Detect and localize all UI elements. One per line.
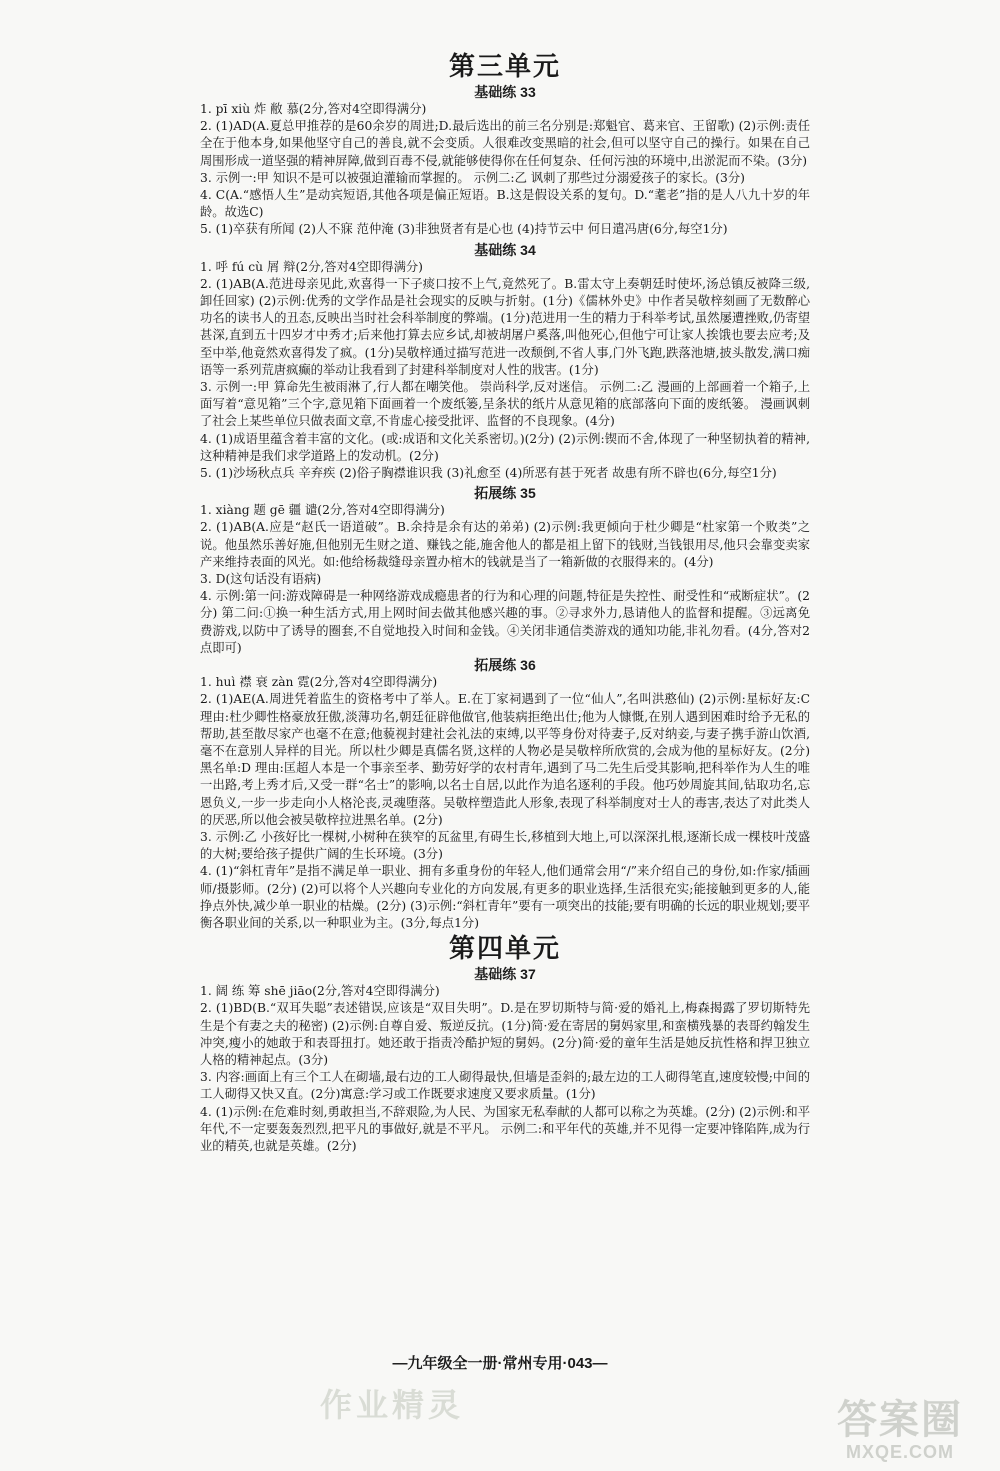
watermark-logo (815, 1398, 985, 1463)
answer-item: 2. (1)BD(B.“双耳失聪”表述错误,应该是“双目失明”。D.是在罗切斯特与简·爱的婚礼上,梅森揭露了罗切斯特先生是个有妻之夫的秘密) (2)示例:自尊自爱、叛逆反抗。(1分)简·爱在寄居的舅妈家里,和蛮横残暴的表哥约翰发生冲突,瘦小的她敢于和表哥扭打。她还敢于指责冷酷护短的舅妈。(2分)简·爱的童年生活是她反抗性格和捍卫独立人格的精神起点。(3分) (200, 1001, 810, 1067)
answer-item: 1. xiàng 题 gē 疆 谴(2分,答对4空即得满分) (200, 503, 445, 518)
answer-item: 1. 阔 练 筹 shē jiāo(2分,答对4空即得满分) (200, 984, 440, 999)
section-title: 拓展练 36 (474, 657, 536, 674)
answer-item: 1. huì 襟 衰 zàn 霓(2分,答对4空即得满分) (200, 675, 438, 690)
answer-item: 2. (1)AB(A.应是“赵氏一语道破”。B.余持是余有达的弟弟) (2)示例:我更倾向于杜少卿是“杜家第一个败类”之说。他虽然乐善好施,但他别无生财之道、赚钱之能,施舍他人的都是祖上留下的钱财,当钱银用尽,他只会靠变卖家产来维持表面的风光。如:他给杨裁缝母亲置办棺木的钱就是当了一箱新做的衣服得来的。(4分) (200, 520, 810, 569)
section-title: 拓展练 35 (474, 485, 536, 502)
answer-item: 4. (1)“斜杠青年”是指不满足单一职业、拥有多重身份的年轻人,他们通常会用“/”来介绍自己的身份,如:作家/插画师/摄影师。(2分) (2)可以将个人兴趣向专业化的方向发展,有更多的职业选择,生活很充实;能接触到更多的人,能挣点外快,减少单一职业的枯燥。(2分) (3)示例:“斜杠青年”要有一项突出的技能;要有明确的长远的职业规划;要平衡各职业间的关系,以一种职业为主。(3分,每点1分) (200, 864, 810, 930)
answer-item: 2. (1)AE(A.周进凭着监生的资格考中了举人。E.在丁家祠遇到了一位“仙人”,名叫洪憨仙) (2)示例:星标好友:C 理由:杜少卿性格豪放狂傲,淡薄功名,朝廷征辟他做官,他装病拒绝出仕;他为人慷慨,在别人遇到困难时给予无私的帮助,甚至散尽家产也毫不在意;他藐视封建社会礼法的束缚,以平等身份对待妻子,反对纳妾,与妻子携手游山饮酒,毫不在意别人异样的目光。所以杜少卿是真儒名贤,这样的人物必是吴敬梓所欣赏的,会成为他的星标好友。(2分) 黑名单:D 理由:匡超人本是一个事亲至孝、勤劳好学的农村青年,遇到了马二先生后受其影响,把科举作为人生的唯一出路,考上秀才后,又受一群“名士”的影响,以名士自居,以此作为追名逐利的手段。他巧妙周旋其间,钻取功名,忘恩负义,一步一步走向小人格沦丧,灵魂堕落。吴敬梓塑造此人形象,表现了科举制度对士人的毒害,表达了对此类人的厌恶,所以他会被吴敬梓拉进黑名单。(2分) (200, 692, 810, 827)
answer-item: 4. (1)成语里蕴含着丰富的文化。(或:成语和文化关系密切。)(2分) (2)示例:锲而不舍,体现了一种坚韧执着的精神,这种精神是我们求学道路上的发动机。(2分) (200, 431, 810, 463)
watermark-left: 作业精灵 (320, 1386, 465, 1424)
unit-title: 第三单元 (448, 52, 561, 82)
answer-item: 4. (1)示例:在危难时刻,勇敢担当,不辞艰险,为人民、为国家无私奉献的人都可以称之为英雄。(2分) (2)示例:和平年代,不一定要轰轰烈烈,把平凡的事做好,就是不平凡。 示例二:和平年代的英雄,并不见得一定要冲锋陷阵,成为行业的精英,也就是英雄。(2分) (200, 1104, 810, 1153)
watermark-logo-text: 答案圈 (837, 1398, 963, 1442)
answer-item: 3. 示例:乙 小孩好比一棵树,小树种在狭窄的瓦盆里,有碍生长,移植到大地上,可以深深扎根,逐渐长成一棵枝叶茂盛的大树;要给孩子提供广阔的生长环境。(3分) (200, 829, 810, 862)
answer-item: 3. 示例一:甲 算命先生被雨淋了,行人都在嘲笑他。 崇尚科学,反对迷信。 示例二:乙 漫画的上部画着一个箱子,上面写着“意见箱”三个字,意见箱下面画着一个废纸篓,呈条状的纸片从意见箱的底部落向下面的废纸篓。 漫画讽刺了社会上某些单位只做表面文章,不肯虚心接受批评、监督的不良现象。(4分) (200, 380, 810, 429)
answer-item: 3. 示例一:甲 知识不是可以被强迫灌输而掌握的。 示例二:乙 讽刺了那些过分溺爱孩子的家长。(3分) (200, 170, 745, 185)
answer-item: 2. (1)AB(A.范进母亲见此,欢喜得一下子痰口按不上气,竟然死了。B.雷太守上奏朝廷时使坏,汤总镇反被降三级,卸任回家) (2)示例:优秀的文学作品是社会现实的反映与折射。(1分)《儒林外史》中作者吴敬梓刻画了无数醉心功名的读书人的丑态,反映出当时社会科举制度的弊端。(1分)范进用一生的精力于科举考试,虽然屡遭挫败,仍寄望甚深,直到五十四岁才中秀才;后来他打算去应乡试,却被胡屠户奚落,叫他死心,但他宁可让家人挨饿也要去应考;及至中举,他竟然欢喜得发了疯。(1分)吴敬梓通过描写范进一改颓倒,不省人事,门外飞跑,跌落池塘,披头散发,满口痴语等一系列荒唐疯癫的举动让我看到了封建科举制度对人性的戕害。(1分) (200, 276, 810, 377)
answer-item: 3. 内容:画面上有三个工人在砌墙,最右边的工人砌得最快,但墙是歪斜的;最左边的工人砌得笔直,速度较慢;中间的工人砌得又快又直。(2分)寓意:学习或工作既要求速度又要求质量。(1分) (200, 1070, 810, 1102)
answer-item: 4. 示例:第一问:游戏障碍是一种网络游戏成瘾患者的行为和心理的问题,特征是失控性、耐受性和“戒断症状”。(2分) 第二问:①换一种生活方式,用上网时间去做其他感兴趣的事。②寻求外力,恳请他人的监督和提醒。③远离免费游戏,以防中了诱导的圈套,不自觉地投入时间和金钱。④关闭非通信类游戏的通知功能,非礼勿看。(4分,答对2点即可) (200, 589, 810, 655)
answer-page (200, 50, 810, 1155)
answer-item: 4. C(A.“感悟人生”是动宾短语,其他各项是偏正短语。B.这是假设关系的复句。D.“耄老”指的是人八九十岁的年龄。故选C) (200, 188, 810, 220)
answer-item: 1. pī xiù 炸 敝 慕(2分,答对4空即得满分) (200, 102, 427, 116)
answer-item: 1. 呼 fú cù 屑 辩(2分,答对4空即得满分) (200, 259, 423, 274)
answer-item: 2. (1)AD(A.夏总甲推荐的是60余岁的周进;D.最后选出的前三名分别是:郑魁官、葛来官、王留歌) (2)示例:责任全在于他本身,如果他坚守自己的善良,就不会变质。人很难改变黑暗的社会,但可以坚守自己的操行。如果在自己周围形成一道坚强的精神屏障,做到百毒不侵,就能够使得你在任何复杂、任何污浊的环境中,出淤泥而不染。(3分) (200, 119, 810, 168)
answer-item: 5. (1)卒获有所闻 (2)人不寐 范仲淹 (3)非独贤者有是心也 (4)持节云中 何日遣冯唐(6分,每空1分) (200, 222, 728, 237)
section-title: 基础练 37 (474, 966, 536, 983)
answer-item: 5. (1)沙场秋点兵 辛弃疾 (2)俗子胸襟谁识我 (3)礼愈至 (4)所恶有甚于死者 故患有所不辟也(6分,每空1分) (200, 466, 777, 481)
section-title: 基础练 33 (474, 84, 536, 100)
unit-title: 第四单元 (448, 934, 561, 965)
page-footer: —九年级全一册·常州专用·043— (392, 1355, 608, 1372)
watermark-logo-url: MXQE.COM (845, 1442, 954, 1462)
answer-item: 3. D(这句话没有语病) (200, 572, 322, 587)
section-title: 基础练 34 (474, 241, 536, 258)
